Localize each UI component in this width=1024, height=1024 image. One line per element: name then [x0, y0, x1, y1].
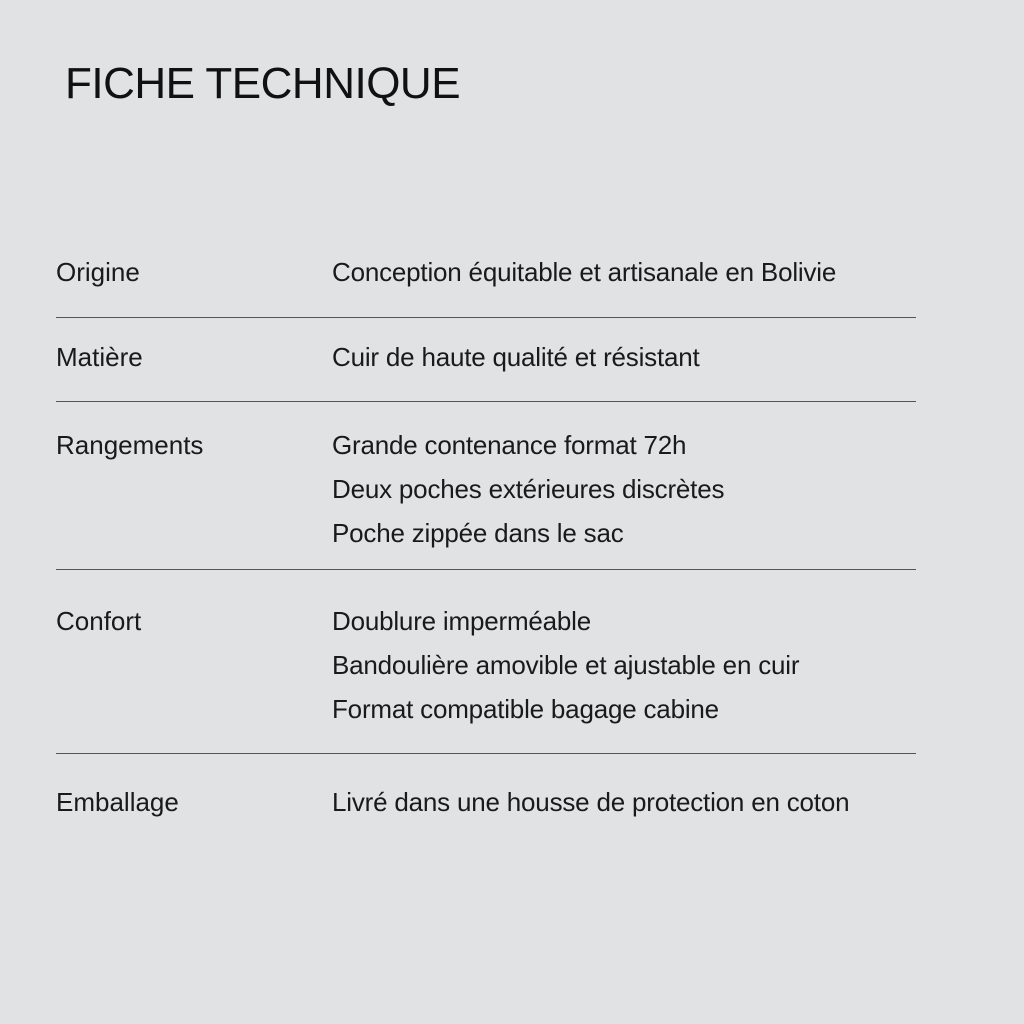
spec-value: Doublure imperméable	[332, 606, 592, 636]
spec-values	[332, 423, 916, 555]
spec-values	[332, 599, 916, 731]
spec-row-rangements	[56, 402, 916, 570]
spec-label: Origine	[56, 257, 140, 287]
spec-values	[332, 250, 916, 294]
spec-label: Emballage	[56, 787, 179, 817]
spec-value: Cuir de haute qualité et résistant	[332, 342, 700, 372]
spec-value: Bandoulière amovible et ajustable en cuir	[332, 650, 800, 680]
spec-label: Matière	[56, 342, 143, 372]
spec-value: Format compatible bagage cabine	[332, 694, 719, 724]
spec-label: Rangements	[56, 430, 204, 460]
spec-row-confort	[56, 570, 916, 754]
spec-values	[332, 780, 916, 824]
spec-table	[56, 250, 916, 834]
spec-value: Deux poches extérieures discrètes	[332, 474, 725, 504]
spec-value: Poche zippée dans le sac	[332, 518, 624, 548]
spec-row-emballage	[56, 754, 916, 834]
spec-value: Conception équitable et artisanale en Bolivie	[332, 257, 837, 287]
spec-values	[332, 335, 916, 379]
page-title: FICHE TECHNIQUE	[65, 59, 461, 108]
spec-row-origine	[56, 250, 916, 318]
spec-value: Livré dans une housse de protection en coton	[332, 787, 850, 817]
spec-row-matiere	[56, 318, 916, 402]
spec-value: Grande contenance format 72h	[332, 430, 687, 460]
spec-label: Confort	[56, 606, 142, 636]
